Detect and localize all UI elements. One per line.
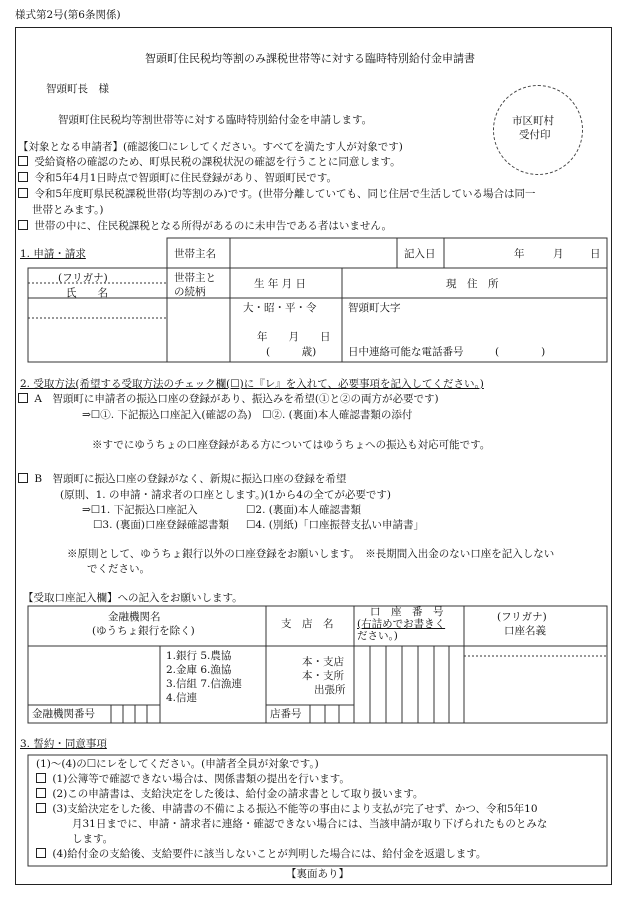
option-b-note2: でください。	[87, 563, 150, 575]
option-b-note1: ※原則として、ゆうちょ銀行以外の口座登録をお願いします。 ※長期間入出金のない口座を記入しない	[67, 548, 555, 560]
branch-type-2: 本・支所	[302, 670, 344, 682]
bank-type-1: 1.銀行 5.農協	[166, 650, 232, 662]
stamp-line2: 受付印	[519, 129, 551, 141]
checkbox-icon[interactable]	[18, 473, 28, 483]
pledge-4[interactable]: (4)給付金の支給後、支給要件に該当しないことが判明した場合には、給付金を返還します。	[36, 848, 486, 862]
option-a-items: ⇒☐①. 下記振込口座記入(確認の為) ☐②. (裏面)本人確認書類の添付	[82, 409, 413, 421]
branch-header: 支 店 名	[281, 618, 334, 630]
relation-header: 世帯主との続柄	[174, 272, 216, 298]
footer-note: 【裏面あり】	[286, 868, 349, 880]
entry-date-label: 記入日	[404, 248, 436, 260]
branch-code-label: 店番号	[270, 708, 302, 720]
option-b-item2: ☐2. (裏面)本人確認書類	[246, 504, 361, 516]
bank-note: (ゆうちょ銀行を除く)	[92, 625, 195, 637]
birthdate-header: 生 年 月 日	[254, 278, 307, 290]
checkbox-icon[interactable]	[18, 393, 28, 403]
stamp-line1: 市区町村	[512, 115, 554, 127]
era-options: 大・昭・平・令	[243, 302, 317, 314]
section1-heading: 1. 申請・請求	[20, 248, 86, 260]
checkbox-icon[interactable]	[36, 803, 46, 813]
acct-no-header: 口 座 番 号	[370, 606, 444, 618]
branch-type-3: 出張所	[314, 684, 346, 696]
pledge-2[interactable]: (2)この申請書は、支給決定をした後は、給付金の請求書として取り扱います。	[36, 788, 423, 802]
section3-heading: 3. 誓約・同意事項	[20, 738, 107, 750]
form-title: 智頭町住民税均等割のみ課税世帯等に対する臨時特別給付金申請書	[145, 52, 475, 65]
bank-type-2: 2.金庫 6.漁協	[166, 664, 232, 676]
account-header: 【受取口座記入欄】への記入をお願いします。	[23, 592, 243, 604]
householder-label: 世帯主名	[174, 248, 216, 260]
bank-type-4: 4.信連	[166, 692, 198, 704]
branch-type-1: 本・支店	[302, 656, 344, 668]
form-number: 様式第2号(第6条関係)	[15, 9, 121, 21]
furigana-header: (フリガナ)	[58, 272, 108, 284]
option-b-item1: ⇒☐1. 下記振込口座記入	[82, 504, 198, 516]
eligibility-item-1[interactable]: 受給資格の確認のため、町県民税の課税状況の確認を行うことに同意します。	[18, 156, 401, 170]
checkbox-icon[interactable]	[36, 848, 46, 858]
eligibility-item-2[interactable]: 令和5年4月1日時点で智頭町に住民登録があり、智頭町民です。	[18, 172, 337, 186]
address-header: 現 住 所	[446, 278, 499, 290]
address-value: 智頭町大字	[348, 302, 401, 314]
addressee: 智頭町長 様	[46, 83, 109, 95]
pledge-3[interactable]: (3)支給決定をした後、申請書の不備による振込不能等の事由により支払が完了せず、かつ、令和5年10	[36, 803, 538, 817]
pledge-1[interactable]: (1)公簿等で確認できない場合は、関係書類の提出を行います。	[36, 773, 350, 787]
eligibility-item-4[interactable]: 世帯の中に、住民税課税となる所得があるのに未申告である者はいません。	[18, 220, 392, 234]
acct-no-note1: (右詰めでお書きく	[357, 618, 446, 630]
eligibility-header: 【対象となる申請者】(確認後☐にレしてください。すべてを満たす人が対象です)	[18, 141, 403, 153]
option-b-item4: ☐4. (別紙)「口座振替支払い申請書」	[246, 519, 424, 531]
acct-holder-kana-header: (フリガナ)	[497, 611, 547, 623]
section3-intro: (1)〜(4)の☐にレをしてください。(申請者全員が対象です。)	[36, 758, 319, 770]
acct-no-note2: ださい。)	[357, 630, 398, 642]
checkbox-icon[interactable]	[36, 773, 46, 783]
option-b-item3: ☐3. (裏面)口座登録確認書類	[93, 519, 229, 531]
phone-label: 日中連絡可能な電話番号 ( )	[348, 346, 546, 358]
entry-year-label: 年	[514, 248, 525, 260]
acct-holder-header: 口座名義	[504, 625, 546, 637]
option-a[interactable]: A 智頭町に申請者の振込口座の登録があり、振込みを希望(①と②の両方が必要です)	[18, 393, 439, 407]
name-header: 氏 名	[66, 287, 108, 299]
option-b[interactable]: B 智頭町に振込口座の登録がなく、新規に振込口座の登録を希望	[18, 473, 346, 487]
bank-type-3: 3.信組 7.信漁連	[166, 678, 242, 690]
entry-day-label: 日	[590, 248, 601, 260]
pledge-3-cont1: 月31日までに、申請・請求者に連絡・確認できない場合には、当該申請が取り下げられたものとみな	[72, 818, 548, 830]
eligibility-item-3[interactable]: 令和5年度町県民税課税世帯(均等割のみ)です。(世帯分離していても、同じ住居で生活している場合は同一	[18, 188, 535, 202]
option-a-note: ※すでにゆうちょの口座登録がある方についてはゆうちょへの振込も対応可能です。	[92, 439, 491, 451]
bank-name-header: 金融機関名	[108, 611, 161, 623]
checkbox-icon[interactable]	[36, 788, 46, 798]
pledge-3-cont2: します。	[72, 833, 114, 845]
birth-ymd: 年 月 日	[257, 331, 331, 343]
eligibility-item-3-cont: 世帯とみます。)	[32, 204, 104, 216]
option-b-note: (原則、1. の申請・請求者の口座とします。)(1から4の全てが必要です)	[60, 489, 392, 501]
intro-text: 智頭町住民税均等割世帯等に対する臨時特別給付金を申請します。	[58, 114, 373, 126]
entry-month-label: 月	[553, 248, 564, 260]
section2-heading: 2. 受取方法(希望する受取方法のチェック欄(☐)に『レ』を入れて、必要事項を記入してください。)	[20, 378, 484, 390]
bank-code-label: 金融機関番号	[32, 708, 95, 720]
age-field: ( 歳)	[266, 346, 317, 358]
